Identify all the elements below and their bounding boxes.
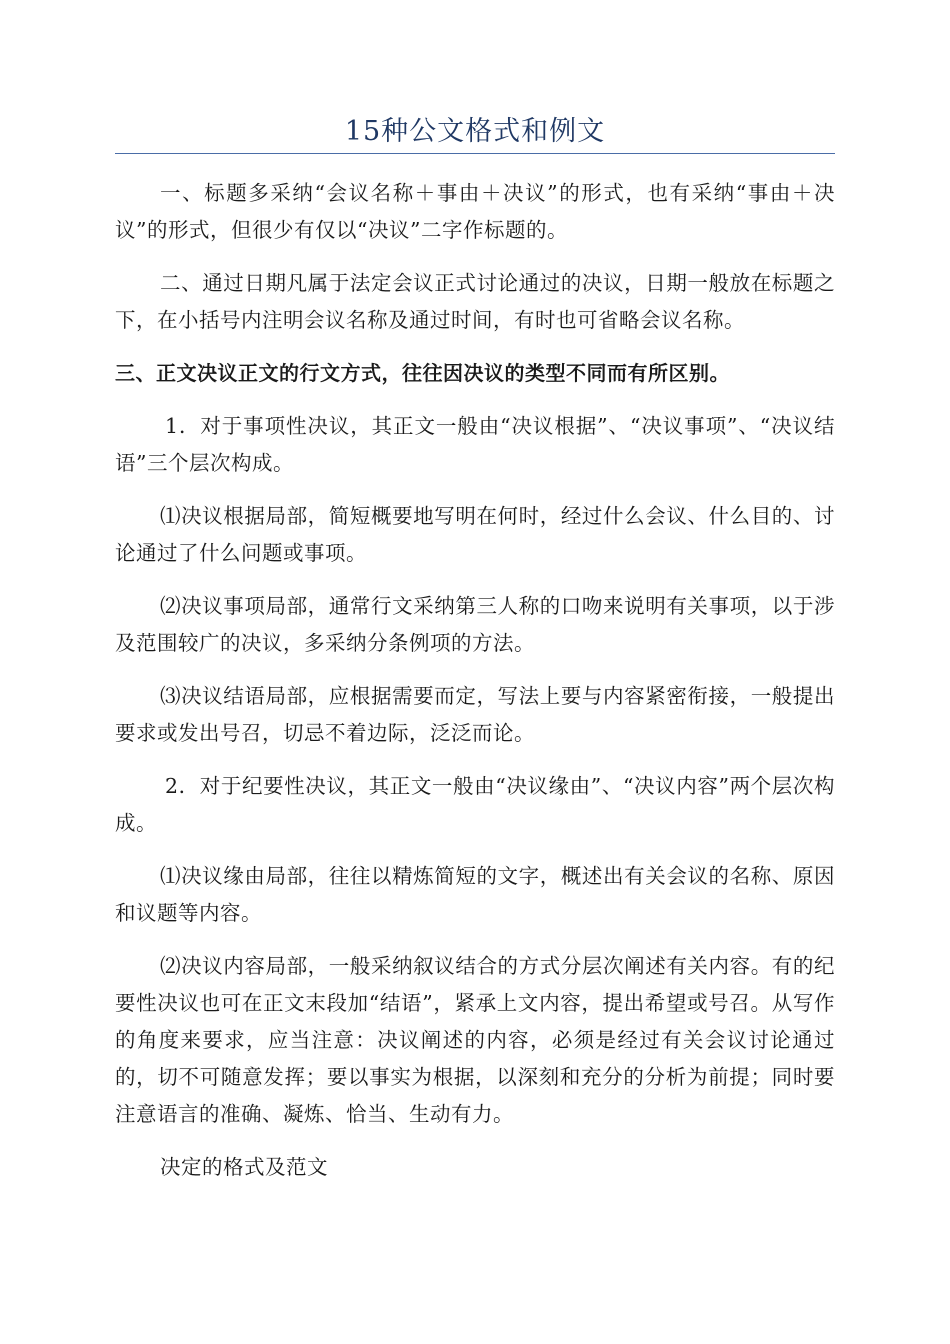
- paragraph-subitem-1-1: ⑴决议根据局部，简短概要地写明在何时，经过什么会议、什么目的、讨论通过了什么问题或事项。: [115, 504, 835, 565]
- section-heading-body: 三、正文决议正文的行文方式，往往因决议的类型不同而有所区别。: [115, 361, 730, 385]
- paragraph-next-section: 决定的格式及范文: [160, 1155, 328, 1179]
- paragraph-item-2: 2．对于纪要性决议，其正文一般由“决议缘由”、“决议内容”两个层次构成。: [115, 774, 835, 835]
- paragraph-subitem-2-1: ⑴决议缘由局部，往往以精炼简短的文字，概述出有关会议的名称、原因和议题等内容。: [115, 864, 835, 925]
- paragraph-date-rule: 二、通过日期凡属于法定会议正式讨论通过的决议，日期一般放在标题之下，在小括号内注明会议名称及通过时间，有时也可省略会议名称。: [115, 271, 835, 332]
- paragraph-subitem-1-3: ⑶决议结语局部，应根据需要而定，写法上要与内容紧密衔接，一般提出要求或发出号召，切忌不着边际，泛泛而论。: [115, 684, 835, 745]
- paragraph-title-rule: 一、标题多采纳“会议名称＋事由＋决议”的形式，也有采纳“事由＋决议”的形式，但很少有仅以“决议”二字作标题的。: [115, 181, 835, 242]
- paragraph-item-1: 1．对于事项性决议，其正文一般由“决议根据”、“决议事项”、“决议结语”三个层次构成。: [115, 414, 835, 475]
- document-body: [115, 175, 835, 1202]
- title-underline: [115, 153, 835, 154]
- paragraph-subitem-1-2: ⑵决议事项局部，通常行文采纳第三人称的口吻来说明有关事项，以于涉及范围较广的决议，多采纳分条例项的方法。: [115, 594, 835, 655]
- paragraph-subitem-2-2: ⑵决议内容局部，一般采纳叙议结合的方式分层次阐述有关内容。有的纪要性决议也可在正文末段加“结语”，紧承上文内容，提出希望或号召。从写作的角度来要求，应当注意：决议阐述的内容，必须是经过有关会议讨论通过的，切不可随意发挥；要以事实为根据，以深刻和充分的分析为前提；同时要注意语言的准确、凝炼、恰当、生动有力。: [115, 954, 835, 1126]
- page-title: 15种公文格式和例文: [344, 116, 606, 147]
